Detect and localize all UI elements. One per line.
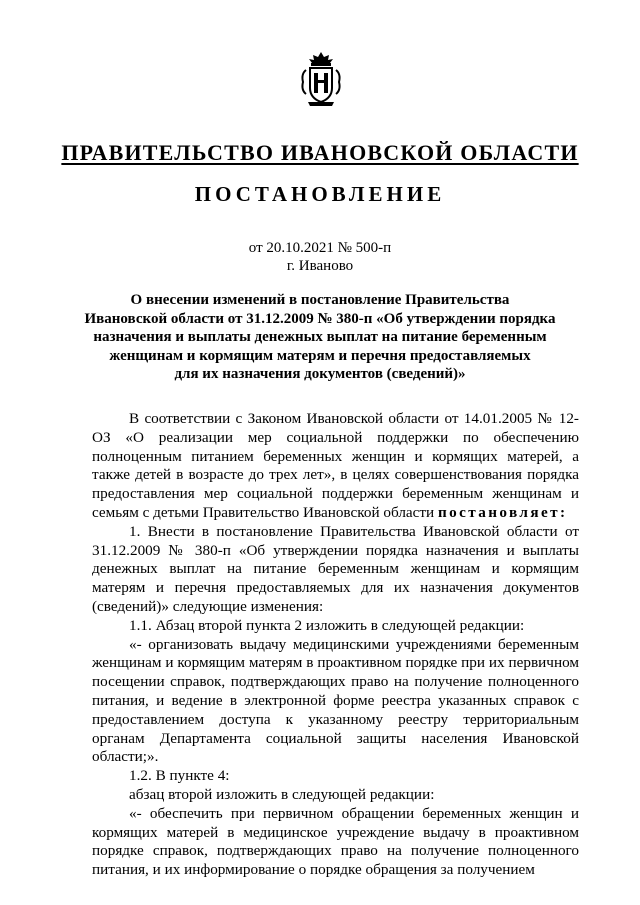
item-1: 1. Внести в постановление Правительства Ивановской области от 31.12.2009 № 380-п «Об утверждении порядка назначения и выплаты денежных выплат на питание беременным женщинам и кормящим матерям и перечня предоставляемых для их назначения документов (сведений)» следующие изменения: bbox=[92, 522, 579, 615]
document-title bbox=[80, 291, 560, 384]
quote-2: «- обеспечить при первичном обращении беременных женщин и кормящих матерей в медицинское учреждение выдачу в проактивном порядке справок, подтверждающих право на получение полноценного питания, и их информирование о порядке обращения за получением bbox=[92, 804, 579, 879]
document-city: г. Иваново bbox=[286, 258, 354, 274]
coat-of-arms-icon bbox=[298, 50, 344, 108]
intro-text: В соответствии с Законом Ивановской области от 14.01.2005 № 12-ОЗ «О реализации мер социальной поддержки по обеспечению полноценным питанием беременных женщин и кормящих матерей, а также детей в возрасте до трех лет», в целях совершенствования порядка предоставления мер социальной поддержки беременным женщинам и семьям с детьми Правительство Ивановской области bbox=[92, 410, 579, 521]
document-date-number: от 20.10.2021 № 500-п bbox=[248, 240, 392, 256]
resolution-keyword: постановляет: bbox=[437, 503, 568, 521]
item-1-2-paragraph: абзац второй изложить в следующей редакции: bbox=[129, 785, 435, 803]
government-name: ПРАВИТЕЛЬСТВО ИВАНОВСКОЙ ОБЛАСТИ bbox=[61, 140, 579, 165]
document-title-line: Ивановской области от 31.12.2009 № 380-п «Об утверждении порядка bbox=[84, 310, 556, 327]
intro-paragraph bbox=[92, 410, 579, 523]
document-type: ПОСТАНОВЛЕНИЕ bbox=[194, 182, 446, 206]
quote-1: «- организовать выдачу медицинскими учреждениями беременным женщинам и кормящим матерям в проактивном порядке при их первичном посещении справок, подтверждающих право на получение полноценного питания, и ведение в электронной форме реестра указанных справок с предоставлением доступа к указанному реестру территориальным органам Департамента социальной защиты населения Ивановской области;». bbox=[92, 635, 579, 766]
document-title-line: для их назначения документов (сведений)» bbox=[174, 366, 466, 382]
document-title-line: О внесении изменений в постановление Правительства bbox=[130, 292, 510, 308]
item-1-2: 1.2. В пункте 4: bbox=[129, 767, 230, 785]
item-1-1: 1.1. Абзац второй пункта 2 изложить в следующей редакции: bbox=[129, 616, 525, 634]
document-body bbox=[92, 410, 579, 880]
document-title-line: назначения и выплаты денежных выплат на питание беременным bbox=[93, 329, 547, 345]
document-title-line: женщинам и кормящим матерям и перечня предоставляемых bbox=[109, 347, 531, 364]
